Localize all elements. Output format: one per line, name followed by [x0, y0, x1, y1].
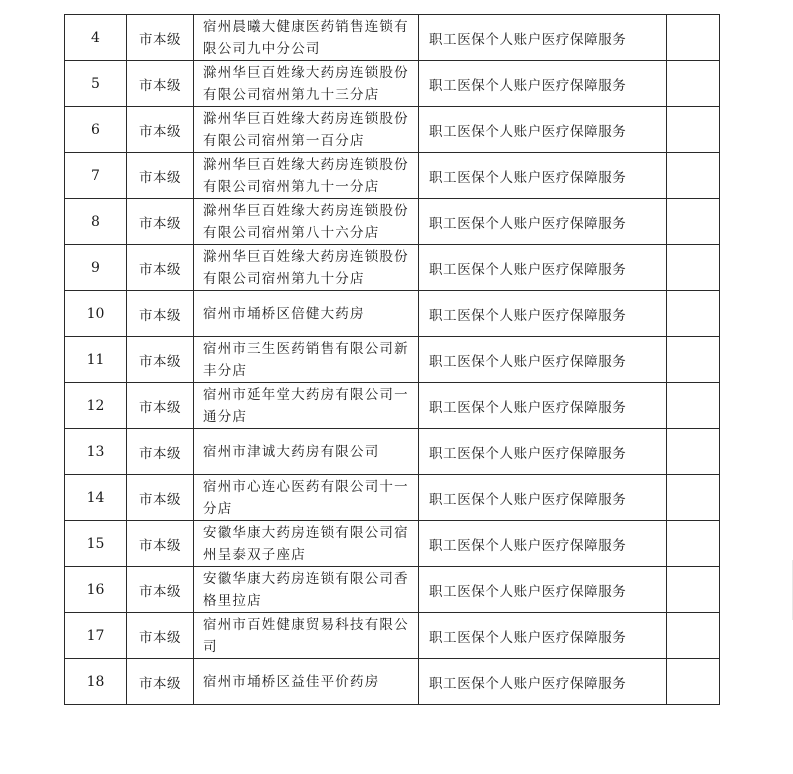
table-row — [65, 521, 720, 567]
table-row — [65, 567, 720, 613]
service-type-cell: 职工医保个人账户医疗保障服务 — [419, 659, 667, 705]
pharmacy-name-cell: 滁州华巨百姓缘大药房连锁股份有限公司宿州第八十六分店 — [194, 199, 419, 245]
table-row — [65, 291, 720, 337]
service-type-cell: 职工医保个人账户医疗保障服务 — [419, 429, 667, 475]
remark-cell — [667, 15, 720, 61]
remark-cell — [667, 521, 720, 567]
service-type-cell: 职工医保个人账户医疗保障服务 — [419, 15, 667, 61]
admin-level-cell: 市本级 — [127, 429, 194, 475]
table-row — [65, 61, 720, 107]
remark-cell — [667, 107, 720, 153]
row-number-cell: 7 — [65, 153, 127, 199]
service-type-cell: 职工医保个人账户医疗保障服务 — [419, 475, 667, 521]
pharmacy-list-table — [64, 14, 720, 705]
table-body — [65, 15, 720, 705]
remark-cell — [667, 429, 720, 475]
pharmacy-name-cell: 滁州华巨百姓缘大药房连锁股份有限公司宿州第一百分店 — [194, 107, 419, 153]
remark-cell — [667, 567, 720, 613]
scan-edge-mark — [786, 560, 793, 620]
row-number-cell: 10 — [65, 291, 127, 337]
service-type-cell: 职工医保个人账户医疗保障服务 — [419, 567, 667, 613]
remark-cell — [667, 61, 720, 107]
pharmacy-name-cell: 宿州市三生医药销售有限公司新丰分店 — [194, 337, 419, 383]
pharmacy-name-cell: 宿州市心连心医药有限公司十一分店 — [194, 475, 419, 521]
admin-level-cell: 市本级 — [127, 61, 194, 107]
pharmacy-name-cell: 滁州华巨百姓缘大药房连锁股份有限公司宿州第九十三分店 — [194, 61, 419, 107]
row-number-cell: 16 — [65, 567, 127, 613]
table-row — [65, 153, 720, 199]
row-number-cell: 14 — [65, 475, 127, 521]
remark-cell — [667, 245, 720, 291]
table-row — [65, 199, 720, 245]
table-row — [65, 613, 720, 659]
remark-cell — [667, 337, 720, 383]
pharmacy-name-cell: 宿州市百姓健康贸易科技有限公司 — [194, 613, 419, 659]
row-number-cell: 15 — [65, 521, 127, 567]
service-type-cell: 职工医保个人账户医疗保障服务 — [419, 521, 667, 567]
row-number-cell: 9 — [65, 245, 127, 291]
admin-level-cell: 市本级 — [127, 107, 194, 153]
table-row — [65, 429, 720, 475]
table-row — [65, 107, 720, 153]
admin-level-cell: 市本级 — [127, 153, 194, 199]
pharmacy-name-cell: 滁州华巨百姓缘大药房连锁股份有限公司宿州第九十分店 — [194, 245, 419, 291]
pharmacy-name-cell: 安徽华康大药房连锁有限公司香格里拉店 — [194, 567, 419, 613]
service-type-cell: 职工医保个人账户医疗保障服务 — [419, 153, 667, 199]
row-number-cell: 5 — [65, 61, 127, 107]
pharmacy-name-cell: 安徽华康大药房连锁有限公司宿州呈泰双子座店 — [194, 521, 419, 567]
pharmacy-name-cell: 宿州市埇桥区倍健大药房 — [194, 291, 419, 337]
service-type-cell: 职工医保个人账户医疗保障服务 — [419, 199, 667, 245]
row-number-cell: 6 — [65, 107, 127, 153]
row-number-cell: 17 — [65, 613, 127, 659]
pharmacy-name-cell: 滁州华巨百姓缘大药房连锁股份有限公司宿州第九十一分店 — [194, 153, 419, 199]
remark-cell — [667, 291, 720, 337]
table-row — [65, 475, 720, 521]
table-row — [65, 383, 720, 429]
table-row — [65, 15, 720, 61]
pharmacy-name-cell: 宿州市津诚大药房有限公司 — [194, 429, 419, 475]
service-type-cell: 职工医保个人账户医疗保障服务 — [419, 245, 667, 291]
admin-level-cell: 市本级 — [127, 613, 194, 659]
service-type-cell: 职工医保个人账户医疗保障服务 — [419, 613, 667, 659]
service-type-cell: 职工医保个人账户医疗保障服务 — [419, 337, 667, 383]
admin-level-cell: 市本级 — [127, 291, 194, 337]
table-row — [65, 337, 720, 383]
admin-level-cell: 市本级 — [127, 383, 194, 429]
admin-level-cell: 市本级 — [127, 199, 194, 245]
service-type-cell: 职工医保个人账户医疗保障服务 — [419, 107, 667, 153]
service-type-cell: 职工医保个人账户医疗保障服务 — [419, 291, 667, 337]
pharmacy-name-cell: 宿州晨曦大健康医药销售连锁有限公司九中分公司 — [194, 15, 419, 61]
row-number-cell: 13 — [65, 429, 127, 475]
service-type-cell: 职工医保个人账户医疗保障服务 — [419, 383, 667, 429]
service-type-cell: 职工医保个人账户医疗保障服务 — [419, 61, 667, 107]
remark-cell — [667, 613, 720, 659]
pharmacy-name-cell: 宿州市埇桥区益佳平价药房 — [194, 659, 419, 705]
admin-level-cell: 市本级 — [127, 521, 194, 567]
row-number-cell: 12 — [65, 383, 127, 429]
remark-cell — [667, 475, 720, 521]
row-number-cell: 8 — [65, 199, 127, 245]
remark-cell — [667, 199, 720, 245]
admin-level-cell: 市本级 — [127, 567, 194, 613]
table-row — [65, 245, 720, 291]
remark-cell — [667, 383, 720, 429]
admin-level-cell: 市本级 — [127, 475, 194, 521]
row-number-cell: 11 — [65, 337, 127, 383]
row-number-cell: 4 — [65, 15, 127, 61]
pharmacy-name-cell: 宿州市延年堂大药房有限公司一通分店 — [194, 383, 419, 429]
admin-level-cell: 市本级 — [127, 15, 194, 61]
admin-level-cell: 市本级 — [127, 659, 194, 705]
remark-cell — [667, 659, 720, 705]
row-number-cell: 18 — [65, 659, 127, 705]
admin-level-cell: 市本级 — [127, 337, 194, 383]
remark-cell — [667, 153, 720, 199]
table-row — [65, 659, 720, 705]
admin-level-cell: 市本级 — [127, 245, 194, 291]
